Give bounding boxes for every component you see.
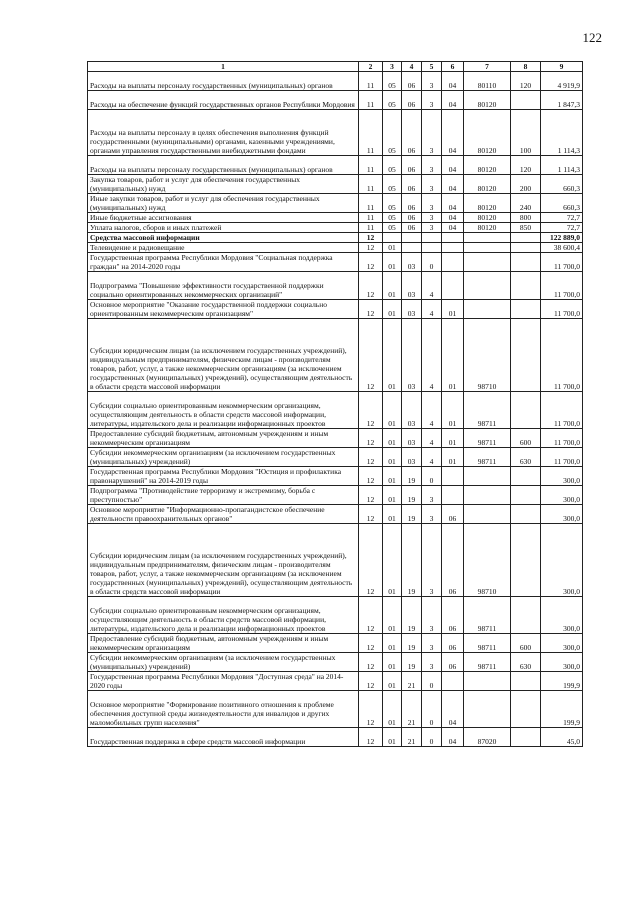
amount-cell: 1 114,3 [541,156,583,175]
section-code-cell: 12 [359,653,383,672]
amount-cell: 1 847,3 [541,91,583,110]
amount-cell: 300,0 [541,597,583,634]
row-name-cell: Расходы на обеспечение функций государственных органов Республики Мордовия [88,91,359,110]
header-cell: 3 [383,62,402,72]
table-header-row [88,62,583,72]
expense-type-cell [511,524,541,597]
table-row [88,253,583,272]
amount-cell: 11 700,0 [541,272,583,300]
table-row [88,272,583,300]
section-code-cell: 12 [359,243,383,253]
subprogram-code-cell: 3 [422,72,442,91]
direction-code-cell [464,505,511,524]
section-code-cell: 12 [359,300,383,319]
direction-code-cell [464,272,511,300]
direction-code-cell: 87020 [464,728,511,747]
header-cell: 7 [464,62,511,72]
subprogram-code-cell [422,243,442,253]
row-name-cell: Расходы на выплаты персоналу государственных (муниципальных) органов [88,156,359,175]
subprogram-code-cell: 3 [422,110,442,156]
activity-code-cell: 01 [442,319,464,392]
subprogram-code-cell: 3 [422,486,442,505]
subprogram-code-cell: 4 [422,392,442,429]
row-name-cell: Расходы на выплаты персоналу в целях обеспечения выполнения функций государственными (муниципальными) органами, казенными учреждениями, органами управления государственными внебюджетными фондами [88,110,359,156]
subprogram-code-cell: 3 [422,634,442,653]
subsection-code-cell: 05 [383,194,402,213]
subsection-code-cell: 01 [383,429,402,448]
amount-cell: 72,7 [541,223,583,233]
program-code-cell: 19 [402,524,422,597]
direction-code-cell: 80120 [464,213,511,223]
activity-code-cell: 01 [442,448,464,467]
table-row [88,392,583,429]
activity-code-cell: 04 [442,91,464,110]
subsection-code-cell: 05 [383,110,402,156]
subprogram-code-cell [422,233,442,243]
table-row [88,728,583,747]
header-cell: 1 [88,62,359,72]
program-code-cell: 06 [402,91,422,110]
program-code-cell: 19 [402,467,422,486]
subprogram-code-cell: 4 [422,429,442,448]
table-row [88,467,583,486]
row-name-cell: Государственная программа Республики Мордовия "Доступная среда" на 2014-2020 годы [88,672,359,691]
activity-code-cell: 04 [442,156,464,175]
direction-code-cell: 98711 [464,448,511,467]
table-row [88,429,583,448]
section-code-cell: 11 [359,91,383,110]
section-code-cell: 12 [359,691,383,728]
program-code-cell: 21 [402,672,422,691]
page-number: 122 [582,30,602,45]
subprogram-code-cell: 4 [422,319,442,392]
header-cell: 5 [422,62,442,72]
program-code-cell: 03 [402,392,422,429]
expense-type-cell: 120 [511,156,541,175]
table-row [88,91,583,110]
direction-code-cell: 80120 [464,194,511,213]
subprogram-code-cell: 3 [422,175,442,194]
program-code-cell: 03 [402,300,422,319]
program-code-cell: 06 [402,194,422,213]
section-code-cell: 12 [359,728,383,747]
activity-code-cell: 01 [442,429,464,448]
row-name-cell: Предоставление субсидий бюджетным, автономным учреждениям и иным некоммерческим организациям [88,429,359,448]
direction-code-cell [464,300,511,319]
expense-type-cell: 630 [511,448,541,467]
subsection-code-cell: 01 [383,392,402,429]
subsection-code-cell: 01 [383,272,402,300]
activity-code-cell: 04 [442,213,464,223]
amount-cell: 11 700,0 [541,448,583,467]
activity-code-cell: 01 [442,392,464,429]
section-code-cell: 12 [359,467,383,486]
amount-cell: 38 600,4 [541,243,583,253]
row-name-cell: Государственная программа Республики Мордовия "Юстиция и профилактика правонарушений" на 2014-2019 годы [88,467,359,486]
program-code-cell: 03 [402,448,422,467]
direction-code-cell [464,233,511,243]
table-row [88,213,583,223]
section-code-cell: 12 [359,253,383,272]
activity-code-cell [442,272,464,300]
table-row [88,243,583,253]
table-row [88,194,583,213]
subprogram-code-cell: 3 [422,156,442,175]
direction-code-cell [464,467,511,486]
section-code-cell: 12 [359,634,383,653]
budget-table [87,61,583,747]
activity-code-cell [442,253,464,272]
subprogram-code-cell: 4 [422,272,442,300]
amount-cell: 4 919,9 [541,72,583,91]
section-code-cell: 11 [359,110,383,156]
direction-code-cell: 98711 [464,429,511,448]
subsection-code-cell: 05 [383,223,402,233]
header-cell: 2 [359,62,383,72]
subsection-code-cell: 05 [383,72,402,91]
subprogram-code-cell: 3 [422,653,442,672]
expense-type-cell [511,91,541,110]
row-name-cell: Расходы на выплаты персоналу государственных (муниципальных) органов [88,72,359,91]
activity-code-cell: 04 [442,194,464,213]
header-cell: 4 [402,62,422,72]
subsection-code-cell: 01 [383,300,402,319]
program-code-cell: 03 [402,429,422,448]
direction-code-cell [464,486,511,505]
activity-code-cell: 04 [442,728,464,747]
activity-code-cell: 04 [442,72,464,91]
program-code-cell: 06 [402,110,422,156]
program-code-cell [402,243,422,253]
program-code-cell: 19 [402,653,422,672]
header-cell: 9 [541,62,583,72]
activity-code-cell: 06 [442,634,464,653]
expense-type-cell [511,253,541,272]
row-name-cell: Подпрограмма "Противодействие терроризму и экстремизму, борьба с преступностью" [88,486,359,505]
header-cell: 6 [442,62,464,72]
section-code-cell: 12 [359,429,383,448]
expense-type-cell [511,300,541,319]
row-name-cell: Основное мероприятие "Информационно-пропагандистское обеспечение деятельности правоохранительных органов" [88,505,359,524]
subsection-code-cell: 01 [383,505,402,524]
row-name-cell: Основное мероприятие "Формирование позитивного отношения к проблеме обеспечения доступной среды жизнедеятельности для инвалидов и других маломобильных групп населения" [88,691,359,728]
table-row [88,319,583,392]
subsection-code-cell: 01 [383,253,402,272]
amount-cell: 11 700,0 [541,429,583,448]
section-code-cell: 11 [359,213,383,223]
subsection-code-cell: 01 [383,672,402,691]
expense-type-cell: 850 [511,223,541,233]
subsection-code-cell: 01 [383,691,402,728]
direction-code-cell: 98711 [464,392,511,429]
row-name-cell: Субсидии некоммерческим организациям (за исключением государственных (муниципальных) учреждений) [88,653,359,672]
subprogram-code-cell: 4 [422,300,442,319]
activity-code-cell: 04 [442,691,464,728]
program-code-cell: 19 [402,597,422,634]
direction-code-cell [464,253,511,272]
table-row [88,156,583,175]
table-row [88,505,583,524]
activity-code-cell: 06 [442,524,464,597]
section-code-cell: 11 [359,194,383,213]
amount-cell: 45,0 [541,728,583,747]
section-code-cell: 11 [359,72,383,91]
amount-cell: 660,3 [541,194,583,213]
direction-code-cell: 80120 [464,91,511,110]
section-code-cell: 11 [359,223,383,233]
table-row [88,672,583,691]
subprogram-code-cell: 0 [422,691,442,728]
direction-code-cell: 80120 [464,223,511,233]
subsection-code-cell: 01 [383,634,402,653]
activity-code-cell [442,243,464,253]
expense-type-cell [511,597,541,634]
subsection-code-cell: 01 [383,319,402,392]
expense-type-cell: 120 [511,72,541,91]
expense-type-cell [511,672,541,691]
subsection-code-cell: 01 [383,728,402,747]
subprogram-code-cell: 3 [422,597,442,634]
section-code-cell: 12 [359,392,383,429]
activity-code-cell [442,486,464,505]
program-code-cell: 03 [402,272,422,300]
subprogram-code-cell: 3 [422,194,442,213]
amount-cell: 11 700,0 [541,392,583,429]
expense-type-cell: 200 [511,175,541,194]
activity-code-cell: 01 [442,300,464,319]
table-row [88,175,583,194]
subprogram-code-cell: 4 [422,448,442,467]
program-code-cell: 03 [402,253,422,272]
program-code-cell: 06 [402,213,422,223]
header-cell: 8 [511,62,541,72]
program-code-cell: 19 [402,486,422,505]
table-row [88,448,583,467]
row-name-cell: Субсидии юридическим лицам (за исключением государственных учреждений), индивидуальным предпринимателям, физическим лицам - производителям товаров, работ, услуг, а также некоммерческим организациям (за исключением государственных (муниципальных) учреждений), осуществляющим деятельность в области средств массовой информации [88,319,359,392]
row-name-cell: Основное мероприятие "Оказание государственной поддержки социально ориентированным некоммерческим организациям" [88,300,359,319]
subsection-code-cell: 05 [383,156,402,175]
subsection-code-cell: 01 [383,448,402,467]
expense-type-cell [511,233,541,243]
subsection-code-cell: 01 [383,597,402,634]
subprogram-code-cell: 0 [422,467,442,486]
direction-code-cell: 80120 [464,156,511,175]
amount-cell: 1 114,3 [541,110,583,156]
expense-type-cell: 600 [511,429,541,448]
amount-cell: 660,3 [541,175,583,194]
amount-cell: 11 700,0 [541,300,583,319]
table-row [88,597,583,634]
table-row [88,223,583,233]
row-name-cell: Субсидии социально ориентированным некоммерческим организациям, осуществляющим деятельность в области средств массовой информации, литературы, издательского дела и реализации информационных проектов [88,392,359,429]
subsection-code-cell: 05 [383,213,402,223]
direction-code-cell [464,672,511,691]
subsection-code-cell: 01 [383,243,402,253]
section-code-cell: 12 [359,319,383,392]
subprogram-code-cell: 3 [422,213,442,223]
program-code-cell: 19 [402,505,422,524]
subprogram-code-cell: 0 [422,672,442,691]
section-code-cell: 11 [359,175,383,194]
activity-code-cell [442,672,464,691]
section-code-cell: 12 [359,505,383,524]
row-name-cell: Телевидение и радиовещание [88,243,359,253]
row-name-cell: Подпрограмма "Повышение эффективности государственной поддержки социально ориентированных некоммерческих организаций" [88,272,359,300]
section-code-cell: 11 [359,156,383,175]
direction-code-cell: 98711 [464,634,511,653]
expense-type-cell [511,505,541,524]
row-name-cell: Государственная поддержка в сфере средств массовой информации [88,728,359,747]
direction-code-cell [464,691,511,728]
activity-code-cell [442,233,464,243]
direction-code-cell: 98711 [464,653,511,672]
expense-type-cell: 600 [511,634,541,653]
row-name-cell: Уплата налогов, сборов и иных платежей [88,223,359,233]
amount-cell: 11 700,0 [541,319,583,392]
expense-type-cell [511,392,541,429]
table-row [88,486,583,505]
section-code-cell: 12 [359,597,383,634]
direction-code-cell: 98710 [464,319,511,392]
table-row [88,110,583,156]
section-code-cell: 12 [359,486,383,505]
table-row [88,300,583,319]
row-name-cell: Государственная программа Республики Мордовия "Социальная поддержка граждан" на 2014-2020 годы [88,253,359,272]
expense-type-cell [511,691,541,728]
amount-cell: 300,0 [541,653,583,672]
table-row [88,233,583,243]
program-code-cell [402,233,422,243]
row-name-cell: Иные бюджетные ассигнования [88,213,359,223]
table-row [88,653,583,672]
program-code-cell: 06 [402,223,422,233]
amount-cell: 300,0 [541,467,583,486]
direction-code-cell [464,243,511,253]
expense-type-cell: 240 [511,194,541,213]
subsection-code-cell: 01 [383,486,402,505]
amount-cell: 72,7 [541,213,583,223]
subsection-code-cell: 05 [383,91,402,110]
row-name-cell: Субсидии юридическим лицам (за исключением государственных учреждений), индивидуальным предпринимателям, физическим лицам - производителям товаров, работ, услуг, а также некоммерческим организациям (за исключением государственных (муниципальных) учреждений), осуществляющим деятельность в области средств массовой информации [88,524,359,597]
subprogram-code-cell: 0 [422,253,442,272]
row-name-cell: Закупка товаров, работ и услуг для обеспечения государственных (муниципальных) нужд [88,175,359,194]
table-row [88,634,583,653]
expense-type-cell [511,319,541,392]
program-code-cell: 21 [402,728,422,747]
subsection-code-cell: 01 [383,524,402,597]
amount-cell: 300,0 [541,505,583,524]
amount-cell: 122 889,0 [541,233,583,243]
subprogram-code-cell: 3 [422,524,442,597]
subprogram-code-cell: 3 [422,223,442,233]
activity-code-cell: 06 [442,505,464,524]
table-row [88,72,583,91]
expense-type-cell [511,243,541,253]
amount-cell: 199,9 [541,672,583,691]
section-code-cell: 12 [359,233,383,243]
direction-code-cell: 80110 [464,72,511,91]
subsection-code-cell: 05 [383,175,402,194]
subprogram-code-cell: 3 [422,91,442,110]
program-code-cell: 06 [402,175,422,194]
activity-code-cell: 04 [442,110,464,156]
activity-code-cell [442,467,464,486]
expense-type-cell [511,272,541,300]
expense-type-cell: 630 [511,653,541,672]
expense-type-cell [511,467,541,486]
subprogram-code-cell: 0 [422,728,442,747]
subsection-code-cell [383,233,402,243]
program-code-cell: 19 [402,634,422,653]
amount-cell: 11 700,0 [541,253,583,272]
expense-type-cell [511,486,541,505]
activity-code-cell: 04 [442,223,464,233]
activity-code-cell: 06 [442,653,464,672]
row-name-cell: Иные закупки товаров, работ и услуг для обеспечения государственных (муниципальных) нужд [88,194,359,213]
direction-code-cell: 80120 [464,110,511,156]
program-code-cell: 06 [402,72,422,91]
row-name-cell: Субсидии некоммерческим организациям (за исключением государственных (муниципальных) учреждений) [88,448,359,467]
amount-cell: 199,9 [541,691,583,728]
subprogram-code-cell: 3 [422,505,442,524]
row-name-cell: Средства массовой информации [88,233,359,243]
section-code-cell: 12 [359,672,383,691]
table-row [88,524,583,597]
amount-cell: 300,0 [541,486,583,505]
expense-type-cell: 800 [511,213,541,223]
subsection-code-cell: 01 [383,467,402,486]
direction-code-cell: 98711 [464,597,511,634]
expense-type-cell [511,728,541,747]
row-name-cell: Предоставление субсидий бюджетным, автономным учреждениям и иным некоммерческим организациям [88,634,359,653]
amount-cell: 300,0 [541,524,583,597]
direction-code-cell: 80120 [464,175,511,194]
table-row [88,691,583,728]
direction-code-cell: 98710 [464,524,511,597]
activity-code-cell: 06 [442,597,464,634]
row-name-cell: Субсидии социально ориентированным некоммерческим организациям, осуществляющим деятельность в области средств массовой информации, литературы, издательского дела и реализации информационных проектов [88,597,359,634]
program-code-cell: 03 [402,319,422,392]
section-code-cell: 12 [359,448,383,467]
expense-type-cell: 100 [511,110,541,156]
section-code-cell: 12 [359,524,383,597]
subsection-code-cell: 01 [383,653,402,672]
program-code-cell: 21 [402,691,422,728]
amount-cell: 300,0 [541,634,583,653]
activity-code-cell: 04 [442,175,464,194]
program-code-cell: 06 [402,156,422,175]
section-code-cell: 12 [359,272,383,300]
